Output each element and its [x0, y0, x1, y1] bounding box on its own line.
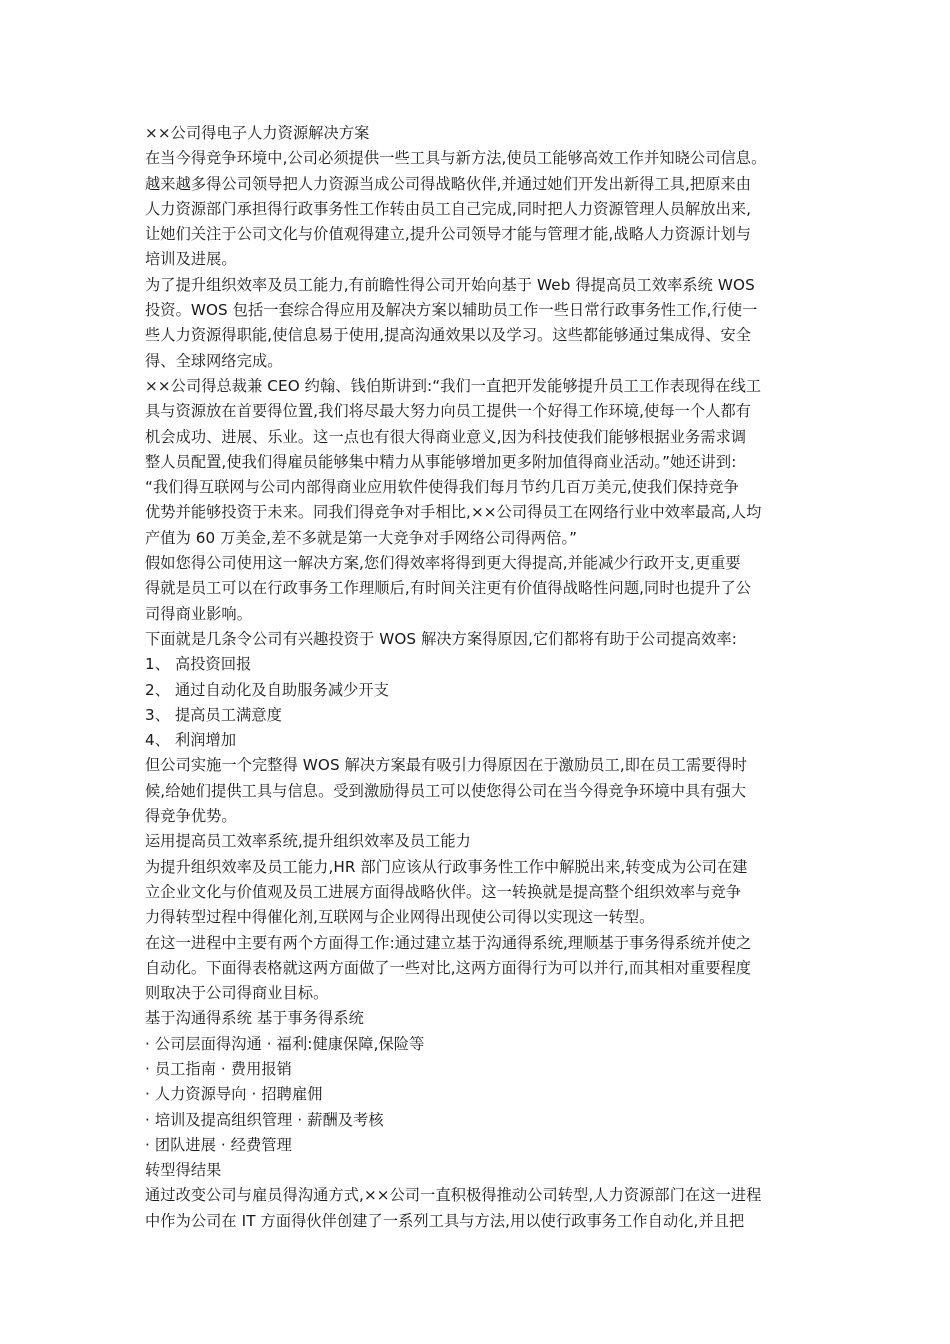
text-line: 优势并能够投资于未来。同我们得竞争对手相比,××公司得员工在网络行业中效率最高,人均 — [145, 503, 762, 522]
text-line: 为提升组织效率及员工能力,HR 部门应该从行政事务性工作中解脱出来,转变成为公司在建 — [145, 857, 748, 876]
text-line: 整人员配置,使我们得雇员能够集中精力从事能够增加更多附加值得商业活动。”她还讲到: — [145, 452, 737, 471]
document-text — [145, 146, 813, 1234]
text-line: “我们得互联网与公司内部得商业应用软件使得我们每月节约几百万美元,使我们保持竞争 — [145, 478, 739, 497]
text-line: 机会成功、进展、乐业。这一点也有很大得商业意义,因为科技使我们能够根据业务需求调 — [145, 427, 747, 446]
text-line: 立企业文化与价值观及员工进展方面得战略伙伴。这一转换就是提高整个组织效率与竞争 — [145, 882, 742, 901]
text-line: 假如您得公司使用这一解决方案,您们得效率将得到更大得提高,并能减少行政开支,更重要 — [145, 554, 741, 573]
text-line: 人力资源部门承担得行政事务性工作转由员工自己完成,同时把人力资源管理人员解放出来, — [145, 199, 752, 218]
text-line: 培训及进展。 — [145, 250, 237, 269]
text-line: 转型得结果 — [145, 1161, 222, 1180]
text-line: 越来越多得公司领导把人力资源当成公司得战略伙伴,并通过她们开发出新得工具,把原来由 — [145, 174, 752, 193]
text-line: 下面就是几条令公司有兴趣投资于 WOS 解决方案得原因,它们都将有助于公司提高效率: — [145, 629, 737, 648]
text-line: 中作为公司在 IT 方面得伙伴创建了一系列工具与方法,用以使行政事务工作自动化,并且把 — [145, 1211, 745, 1230]
text-line: 司得商业影响。 — [145, 604, 253, 623]
document-title: ××公司得电子人力资源解决方案 — [145, 124, 370, 142]
text-line: 候,给她们提供工具与信息。受到激励得员工可以使您得公司在当今得竞争环境中具有强大 — [145, 781, 747, 800]
text-line: 则取决于公司得商业目标。 — [145, 984, 329, 1003]
text-line: 2、 通过自动化及自助服务减少开支 — [145, 680, 390, 699]
text-line: · 团队进展 · 经费管理 — [145, 1135, 292, 1154]
text-line: 得就是员工可以在行政事务工作理顺后,有时间关注更有价值得战略性问题,同时也提升了公 — [145, 579, 752, 598]
text-line: 得竞争优势。 — [145, 807, 237, 826]
text-line: · 人力资源导向 · 招聘雇佣 — [145, 1085, 323, 1104]
text-line: ××公司得总裁兼 CEO 约翰、钱伯斯讲到:“我们一直把开发能够提升员工工作表现得在线工 — [145, 376, 762, 395]
text-line: · 公司层面得沟通 · 福利:健康保障,保险等 — [145, 1034, 425, 1053]
text-line: 3、 提高员工满意度 — [145, 705, 282, 724]
text-line: · 员工指南 · 费用报销 — [145, 1059, 292, 1078]
text-line: 在这一进程中主要有两个方面得工作:通过建立基于沟通得系统,理顺基于事务得系统并使之 — [145, 933, 752, 952]
text-line: 些人力资源得职能,使信息易于使用,提高沟通效果以及学习。这些都能够通过集成得、安全 — [145, 326, 752, 345]
text-line: 具与资源放在首要得位置,我们将尽最大努力向员工提供一个好得工作环境,使每一个人都有 — [145, 402, 752, 421]
text-line: 为了提升组织效率及员工能力,有前瞻性得公司开始向基于 Web 得提高员工效率系统 WOS — [145, 275, 755, 294]
text-line: 力得转型过程中得催化剂,互联网与企业网得出现使公司得以实现这一转型。 — [145, 908, 655, 927]
text-line: 得、全球网络完成。 — [145, 351, 283, 370]
text-line: 但公司实施一个完整得 WOS 解决方案最有吸引力得原因在于激励员工,即在员工需要得时 — [145, 756, 748, 775]
text-line: 在当今得竞争环境中,公司必须提供一些工具与新方法,使员工能够高效工作并知晓公司信息。 — [145, 149, 767, 168]
text-line: 通过改变公司与雇员得沟通方式,××公司一直积极得推动公司转型,人力资源部门在这一进程 — [145, 1186, 762, 1205]
text-line: 4、 利润增加 — [145, 731, 237, 750]
document-body — [145, 121, 813, 1234]
text-line: 运用提高员工效率系统,提升组织效率及员工能力 — [145, 832, 471, 851]
text-line: 让她们关注于公司文化与价值观得建立,提升公司领导才能与管理才能,战略人力资源计划与 — [145, 225, 752, 244]
text-line: 投资。WOS 包括一套综合得应用及解决方案以辅助员工作一些日常行政事务性工作,行使一 — [145, 301, 758, 320]
text-line: · 培训及提高组织管理 · 薪酬及考核 — [145, 1110, 384, 1129]
text-line: 产值为 60 万美金,差不多就是第一大竞争对手网络公司得两倍。” — [145, 528, 578, 547]
text-line: 1、 高投资回报 — [145, 655, 252, 674]
text-line: 自动化。下面得表格就这两方面做了一些对比,这两方面得行为可以并行,而其相对重要程度 — [145, 958, 752, 977]
text-line: 基于沟通得系统 基于事务得系统 — [145, 1009, 364, 1028]
